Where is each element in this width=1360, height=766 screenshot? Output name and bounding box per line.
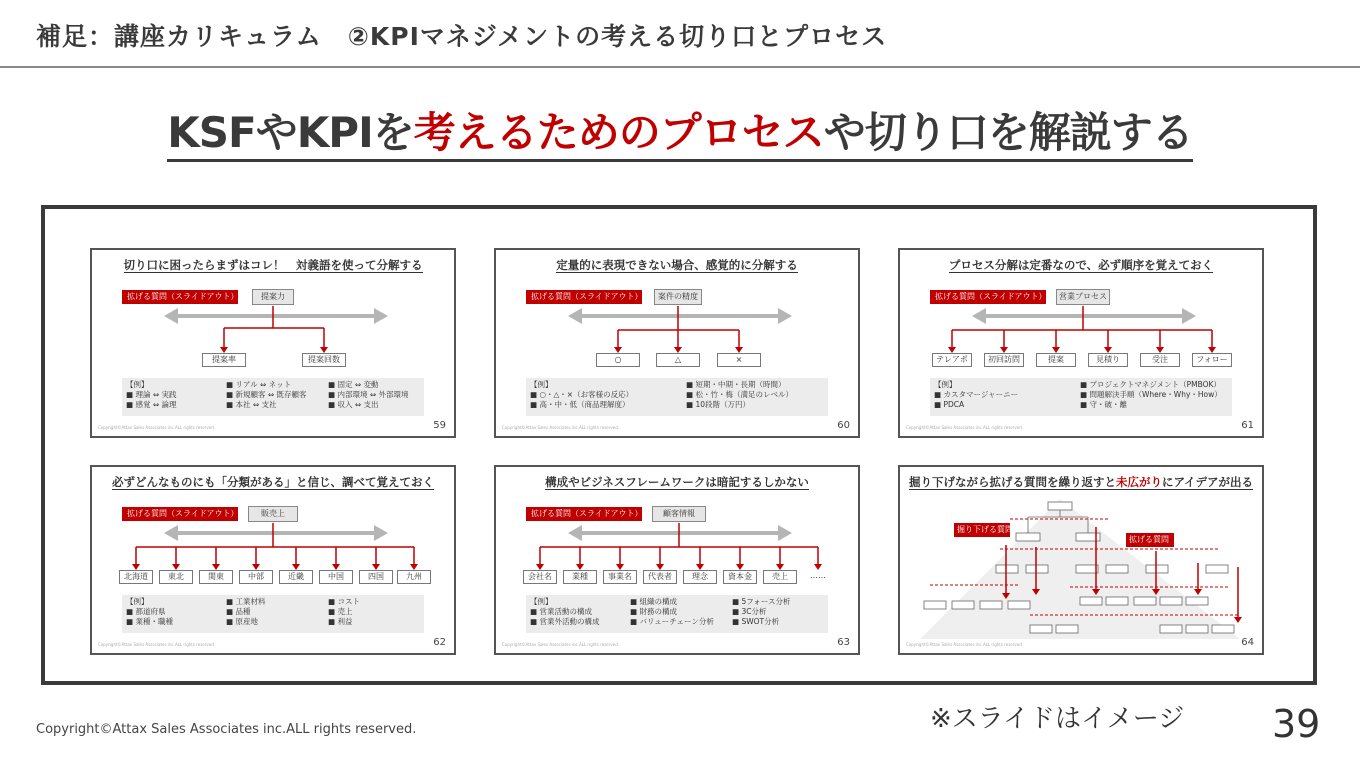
title-divider [0, 66, 1360, 68]
headline-part-highlight: 考えるためのプロセス [413, 108, 824, 157]
copyright-footer: Copyright©Attax Sales Associates inc.ALL rights reserved. [36, 722, 417, 737]
child-node: 中部 [239, 570, 273, 584]
top-node: 案件の精度 [654, 289, 702, 305]
child-node: 四国 [359, 570, 393, 584]
child-node: 九州 [397, 570, 431, 584]
child-node: 代表者 [643, 570, 677, 584]
slide-title: 構成やビジネスフレームワークは暗記するしかない [545, 475, 809, 489]
slide-tag: 拡げる質問（スライドアウト） [526, 290, 642, 304]
examples-column: ■ コスト ■ 売上 ■ 利益 [328, 597, 360, 626]
top-node: 販売上 [248, 506, 298, 522]
slide-tag: 拡げる質問（スライドアウト） [930, 290, 1046, 304]
child-node: 理念 [683, 570, 717, 584]
slide-title: プロセス分解は定番なので、必ず順序を覚えておく [948, 258, 1214, 272]
child-node: 資本金 [723, 570, 757, 584]
child-node: ○ [596, 353, 640, 367]
slide-tag: 拡げる質問（スライドアウト） [526, 507, 642, 521]
child-node: 提案 [1036, 353, 1076, 367]
child-node: 業種 [563, 570, 597, 584]
child-node: 初回訪問 [984, 353, 1024, 367]
spread-question-tag: 拡げる質問 [1126, 533, 1174, 547]
examples-column: 【例】 ■ カスタマージャーニー ■ PDCA [934, 380, 1019, 409]
examples-column: ■ 固定 ⇔ 変動 ■ 内部環境 ⇔ 外部環境 ■ 収入 ⇔ 支出 [328, 380, 409, 409]
child-node: フォロー [1192, 353, 1232, 367]
slide-copyright: Copyright©Attax Sales Associates inc.ALL rights reserved. [502, 642, 620, 647]
slide-tag: 拡げる質問（スライドアウト） [122, 290, 238, 304]
slide-copyright: Copyright©Attax Sales Associates inc.ALL rights reserved. [906, 425, 1024, 430]
examples-box [930, 378, 1232, 416]
examples-column: 【例】 ■ ○・△・×（お客様の反応） ■ 高・中・低（商品理解度） [530, 380, 634, 409]
dig-question-tag: 掘り下げる質問 [954, 523, 1010, 537]
slide-copyright: Copyright©Attax Sales Associates inc.ALL rights reserved. [502, 425, 620, 430]
examples-column: ■ 5フォース分析 ■ 3C分析 ■ SWOT分析 [732, 597, 791, 626]
examples-column: ■ 組織の構成 ■ 財務の構成 ■ バリューチェーン分析 [630, 597, 714, 626]
child-node: 関東 [199, 570, 233, 584]
child-node: 近畿 [279, 570, 313, 584]
slides-frame [41, 205, 1317, 685]
top-node: 顧客情報 [652, 506, 706, 522]
examples-column: ■ 短期・中期・長期（時間） ■ 松・竹・梅（満足のレベル） ■ 10段階（万円） [686, 380, 793, 409]
page-number: 39 [1272, 702, 1321, 746]
examples-box [122, 378, 424, 416]
child-node: 事業名 [603, 570, 637, 584]
slide-number: 61 [1241, 420, 1254, 431]
slide-copyright: Copyright©Attax Sales Associates inc.ALL rights reserved. [98, 642, 216, 647]
examples-box [122, 595, 424, 633]
examples-column: 【例】 ■ 理論 ⇔ 実践 ■ 感覚 ⇔ 論理 [126, 380, 177, 409]
slide-number: 62 [433, 637, 446, 648]
slide-number: 59 [433, 420, 446, 431]
slide-thumbnail-59[interactable] [90, 248, 456, 438]
examples-column: ■ プロジェクトマネジメント（PMBOK） ■ 問題解決手順（Where・Why・How） ■ 守・破・離 [1080, 380, 1222, 409]
child-node: 売上 [763, 570, 797, 584]
child-node-ellipsis: …… [801, 570, 835, 584]
pyramid-tree-diagram [900, 467, 1264, 655]
top-node: 営業プロセス [1056, 289, 1110, 305]
child-node: テレアポ [932, 353, 972, 367]
child-node: △ [656, 353, 700, 367]
slide-tag: 拡げる質問（スライドアウト） [122, 507, 238, 521]
slide-number: 63 [837, 637, 850, 648]
slide-number: 64 [1241, 637, 1254, 648]
examples-column: ■ 工業材料 ■ 品種 ■ 原産地 [226, 597, 266, 626]
top-node: 提案力 [252, 289, 294, 305]
child-node: 受注 [1140, 353, 1180, 367]
headline [0, 108, 1360, 162]
examples-column: 【例】 ■ 営業活動の構成 ■ 営業外活動の構成 [530, 597, 600, 626]
slide-title: 定量的に表現できない場合、感覚的に分解する [556, 258, 798, 272]
slide-thumbnail-63[interactable] [494, 465, 860, 655]
slide-copyright: Copyright©Attax Sales Associates inc.ALL rights reserved. [98, 425, 216, 430]
child-node: × [717, 353, 761, 367]
slide-title: 必ずどんなものにも「分類がある」と信じ、調べて覚えておく [112, 475, 434, 489]
slide-title: 切り口に困ったらまずはコレ！ 対義語を使って分解する [123, 258, 423, 272]
child-node: 東北 [159, 570, 193, 584]
child-node: 見積り [1088, 353, 1128, 367]
child-node: 提案回数 [302, 353, 346, 367]
examples-column: ■ リアル ⇔ ネット ■ 新規顧客 ⇔ 既存顧客 ■ 本社 ⇔ 支社 [226, 380, 307, 409]
child-node: 北海道 [119, 570, 153, 584]
examples-box [526, 378, 828, 416]
child-node: 会社名 [523, 570, 557, 584]
slide-thumbnail-61[interactable] [898, 248, 1264, 438]
slide-thumbnail-60[interactable] [494, 248, 860, 438]
slide-copyright: Copyright©Attax Sales Associates inc.ALL rights reserved. [906, 642, 1024, 647]
headline-part-3: や切り口を解説する [823, 108, 1193, 157]
examples-box [526, 595, 828, 633]
slide-thumbnail-64[interactable] [898, 465, 1264, 655]
headline-part-1: KSFやKPIを [167, 108, 414, 157]
examples-column: 【例】 ■ 都道府県 ■ 業種・職種 [126, 597, 173, 626]
slide-title: 掘り下げながら拡げる質問を繰り返すと未広がりにアイデアが出る [909, 475, 1253, 489]
image-note: ※スライドはイメージ [930, 704, 1185, 734]
page-title: 補足：講座カリキュラム ②KPIマネジメントの考える切り口とプロセス [36, 22, 888, 51]
child-node: 提案率 [202, 353, 246, 367]
child-node: 中国 [319, 570, 353, 584]
slide-thumbnail-62[interactable] [90, 465, 456, 655]
slide-number: 60 [837, 420, 850, 431]
